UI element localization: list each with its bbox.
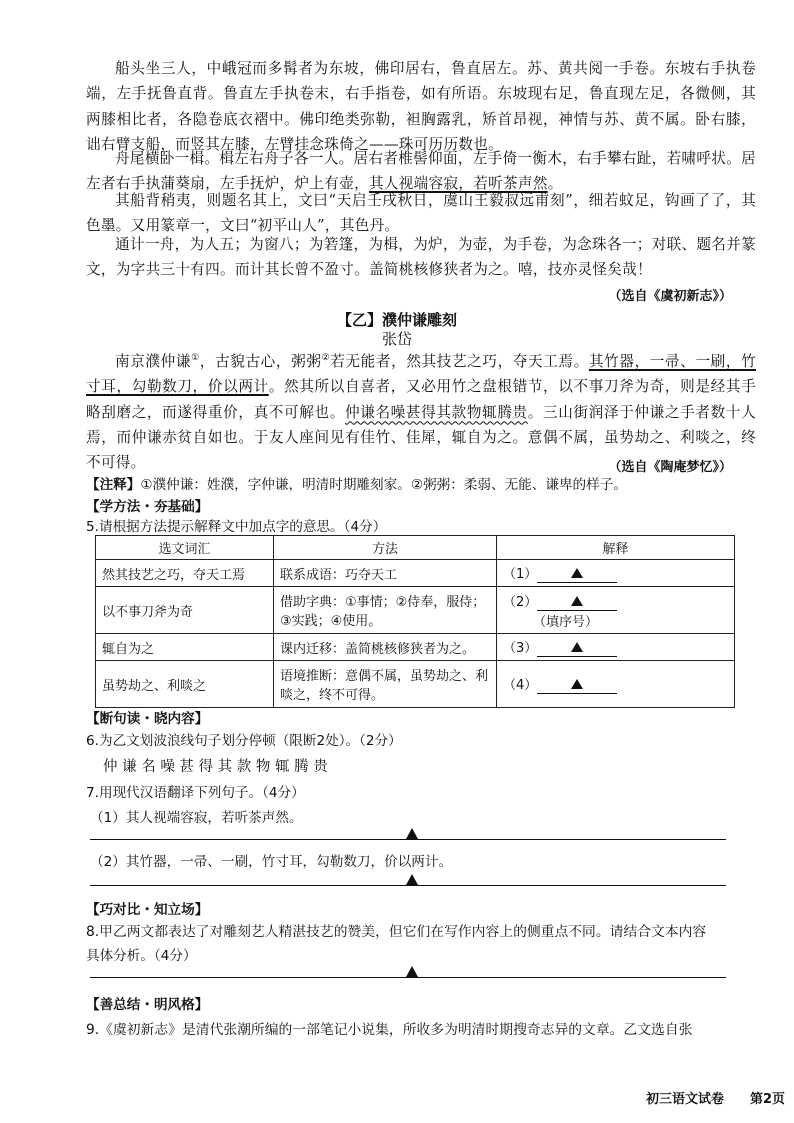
q5-word: 然其技艺之巧，夺天工焉 [96,560,274,587]
jia-p2-underlined: 其人视端容寂，若听茶声然 [368,175,548,193]
yi-text-e: 。三山街润泽于仲谦之手者数十人焉，而仲谦赤贫自如也。于友人座间见有佳竹、佳犀，辄自为之。意偶不属，虽势劫之、利啖之，终不可得。 [86,403,756,472]
q7-sentence-2: （2）其竹器，一帚、一刷，竹寸耳，勾勒数刀，价以两计。 [90,854,453,870]
notes [86,473,627,493]
table-row [96,634,735,661]
q7-sentence-1: （1）其人视端容寂，若听茶声然。 [90,810,303,826]
notes-text: ①濮仲谦：姓濮，字仲谦，明清时期雕刻家。②粥粥：柔弱、无能、谦卑的样子。 [140,477,627,493]
yi-author: 张岱 [381,330,412,348]
table-row [96,661,735,708]
q8-prompt-line-1: 8.甲乙两文都表达了对雕刻艺人精湛技艺的赞美，但它们在写作内容上的侧重点不同。请结合文本内容 [86,924,707,940]
q5-method: 课内迁移：盖简桃核修狭者为之。 [274,634,497,661]
q5-prompt: 5.请根据方法提示解释文中加点字的意思。（4分） [86,519,387,535]
triangle-icon [571,596,583,606]
q5-header-word: 选文词汇 [96,536,274,560]
q5-answer-blank-4[interactable] [537,678,617,694]
q5-method: 联系成语：巧夺天工 [274,560,497,587]
q5-answer-num: （1） [503,567,538,582]
jia-p2-text-b: 。 [547,175,563,193]
q5-answer-blank-2[interactable] [537,595,617,611]
q5-word: 辄自为之 [96,634,274,661]
section-heading-4: 【善总结・明风格】 [86,997,209,1013]
q5-answer-num: （4） [503,678,538,693]
q5-answer-num: （3） [503,641,538,656]
table-row [96,587,735,634]
q5-answer-cell [497,587,735,634]
q8-prompt-line-2: 具体分析。（4分） [86,948,197,964]
note-mark-2: ② [321,353,331,363]
q5-header-answer: 解释 [497,536,735,560]
q5-answer-blank-3[interactable] [537,641,617,657]
q5-method: 语境推断：意偶不属，虽势劫之、利啖之，终不可得。 [274,661,497,708]
jia-paragraph-3: 其船背稍夷，则题名其上，文曰“天启壬戌秋日，虞山王毅叔远甫刻”，细若蚊足，钩画了了，其色墨。又用篆章一，文曰“初平山人”，其色丹。 [86,192,756,235]
jia-paragraph-1: 船头坐三人，中峨冠而多髯者为东坡，佛印居右，鲁直居左。苏、黄共阅一手卷。东坡右手执卷端，左手抚鲁直背。鲁直左手执卷末，右手指卷，如有所语。东坡现右足，鲁直现左足，各微侧，其两膝相比者，各隐卷底衣褶中。佛印绝类弥勒，袒胸露乳，矫首昂视，神情与苏、黄不属。卧右膝，诎右臂支船，而竖其左膝，左臂挂念珠倚之——珠可历历数也。 [86,60,756,154]
q5-answer-blank-1[interactable] [537,567,617,583]
q5-answer-cell [497,634,735,661]
section-heading-2: 【断句读・晓内容】 [86,711,209,727]
q5-answer-num: （2） [503,594,538,610]
q7-prompt: 7.用现代汉语翻译下列句子。（4分） [86,785,305,801]
jia-paragraph-4: 通计一舟，为人五；为窗八；为箬篷，为楫，为炉，为壶，为手卷，为念珠各一；对联、题名并篆文，为字共三十有四。而计其长曾不盈寸。盖简桃核修狭者为之。嘻，技亦灵怪矣哉！ [86,236,756,279]
q5-word: 虽势劫之、利啖之 [96,661,274,708]
q6-sentence: 仲 谦 名 噪 甚 得 其 款 物 辄 腾 贵 [103,759,328,775]
yi-heading: 【乙】濮仲谦雕刻 [336,311,457,329]
note-mark-1: ① [191,353,200,363]
q5-answer-cell [497,661,735,708]
table-row [96,560,735,587]
section-heading-3: 【巧对比・知立场】 [86,902,209,918]
q5-answer-cell [497,560,735,587]
q5-table [95,535,735,708]
yi-text-b: ，古貌古心，粥粥 [199,352,322,370]
yi-text-c: 若无能者，然其技艺之巧，夺天工焉。 [330,352,589,370]
q5-method: 借助字典：①事情；②侍奉，服侍；③实践；④使用。 [274,587,497,634]
footer-paper-name: 初三语文试卷 [646,1092,725,1107]
q8-answer-line[interactable] [90,976,726,978]
q5-header-row [96,536,735,560]
yi-underlined-sentence: 其竹器，一帚、一刷，竹寸耳，勾勒数刀，价以两计 [86,352,756,396]
yi-source: （选自《陶庵梦忆》） [608,460,732,475]
yi-wavy-sentence: 仲谦名噪甚得其款物辄腾贵 [344,403,528,421]
q9-prompt: 9.《虞初新志》是清代张潮所编的一部笔记小说集，所收多为明清时期搜奇志异的文章。乙文选自张 [86,1022,693,1038]
jia-p2-text-a: 舟尾横卧一楫。楫左右舟子各一人。居右者椎髻仰面，左手倚一衡木，右手攀右趾，若啸呼状。居左者右手执蒲葵扇，左手抚炉，炉上有壶， [86,150,756,193]
q7-answer-line-1[interactable] [90,838,726,840]
q5-word: 以不事刀斧为奇 [96,587,274,634]
yi-text-d: 。然其所以自喜者，又必用竹之盘根错节，以不事刀斧为奇，则是经其手略刮磨之，而遂得重价，真不可解也。 [86,378,756,421]
q6-prompt: 6.为乙文划波浪线句子划分停顿（限断2处）。（2分） [86,733,402,749]
section-heading-1: 【学方法・夯基础】 [86,499,209,515]
footer-page-number: 第2页 [750,1092,786,1107]
q5-answer-hint: （填序号） [533,614,599,630]
triangle-icon [571,679,583,689]
yi-text-a: 南京濮仲谦 [115,352,192,370]
triangle-icon [571,642,583,652]
triangle-icon [571,568,583,578]
jia-source: （选自《虞初新志》） [608,289,732,304]
notes-label: 【注释】 [86,477,141,493]
q5-header-method: 方法 [274,536,497,560]
q7-answer-line-2[interactable] [90,884,726,886]
